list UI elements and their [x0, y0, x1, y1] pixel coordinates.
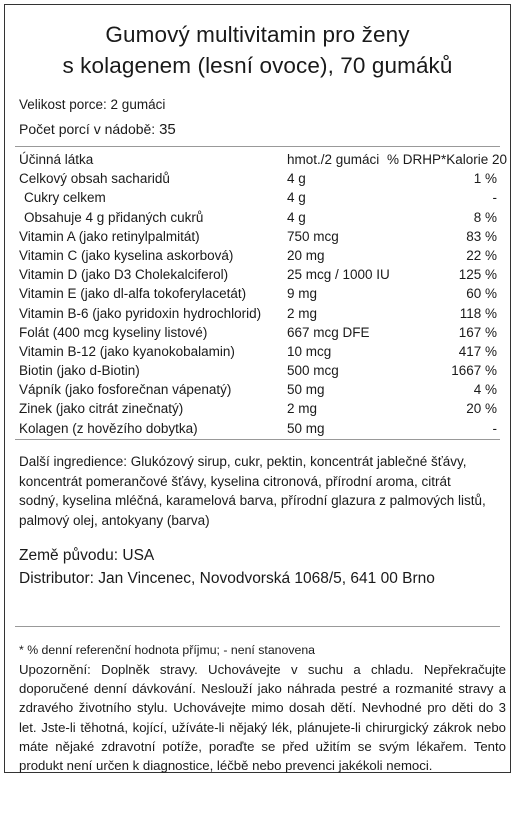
ingredients-line: sodný, kyselina mléčná, karamelová barva, přírodní glazura z palmových listů,	[19, 493, 486, 508]
ingredients-line: koncentrát pomerančové šťávy, kyselina citronová, přírodní aroma, citrát	[19, 473, 451, 489]
nutrition-table	[19, 150, 508, 438]
row-name: Vitamin C (jako kyselina askorbová)	[19, 247, 234, 263]
label-panel	[4, 4, 511, 773]
row-name: Cukry celkem	[24, 190, 106, 206]
row-dv: 8 %	[473, 209, 497, 225]
table-row	[19, 380, 503, 399]
divider-table	[15, 439, 500, 440]
row-amount: 50 mg	[287, 382, 325, 398]
table-row	[19, 169, 503, 188]
table-row	[19, 419, 503, 438]
row-dv: 1667 %	[451, 363, 497, 379]
header-substance: Účinná látka	[19, 152, 94, 167]
table-row	[19, 246, 503, 265]
row-dv: -	[492, 190, 497, 206]
header-dv: % DRHP*Kalorie 20	[387, 152, 508, 167]
row-name: Zinek (jako citrát zinečnatý)	[19, 401, 184, 417]
table-row	[19, 208, 503, 227]
product-title	[5, 19, 510, 81]
divider-bottom	[15, 626, 500, 627]
row-amount: 4 g	[287, 190, 306, 206]
row-dv: 4 %	[473, 382, 497, 398]
ingredients-line: palmový olej, antokyany (barva)	[19, 512, 210, 528]
table-row	[19, 342, 503, 361]
row-dv: 125 %	[458, 267, 497, 283]
row-dv: 20 %	[466, 401, 497, 417]
servings-value: 35	[159, 121, 176, 138]
footnote: * % denní referenční hodnota příjmu; - není stanovena	[19, 643, 315, 657]
row-name: Vitamin B-6 (jako pyridoxin hydrochlorid)	[19, 305, 262, 321]
header-amount: hmot./2 gumáci	[287, 152, 380, 167]
divider-top	[15, 146, 500, 147]
row-name: Biotin (jako d-Biotin)	[19, 363, 140, 379]
row-amount: 750 mcg	[287, 228, 339, 244]
table-row	[19, 304, 503, 323]
row-name: Vápník (jako fosforečnan vápenatý)	[19, 382, 232, 398]
row-amount: 2 mg	[287, 305, 318, 321]
table-row	[19, 323, 503, 342]
ingredients-line: Další ingredience: Glukózový sirup, cukr, pektin, koncentrát jablečné šťávy,	[19, 454, 467, 469]
row-amount: 2 mg	[287, 401, 318, 417]
title-line-2: s kolagenem (lesní ovoce), 70 gumáků	[62, 53, 453, 78]
distributor: Distributor: Jan Vincenec, Novodvorská 1068/5, 641 00 Brno	[19, 570, 435, 587]
row-dv: 1 %	[473, 171, 497, 187]
title-line-1: Gumový multivitamin pro ženy	[105, 22, 410, 47]
serving-size: Velikost porce: 2 gumáci	[19, 97, 166, 112]
row-amount: 25 mcg / 1000 IU	[287, 267, 390, 283]
table-row	[19, 265, 503, 284]
row-name: Vitamin E (jako dl-alfa tokoferylacetát)	[19, 286, 247, 302]
table-row	[19, 188, 503, 207]
row-dv: 118 %	[459, 305, 497, 321]
row-dv: 60 %	[466, 286, 497, 302]
row-name: Celkový obsah sacharidů	[19, 171, 170, 187]
row-amount: 667 mcg DFE	[287, 324, 370, 340]
row-amount: 500 mcg	[287, 363, 339, 379]
warning-text: Upozornění: Doplněk stravy. Uchovávejte v suchu a chladu. Nepřekračujte doporučené denní dávkování. Neslouží jako náhrada pestré a rozmanité stravy a zdravého životního stylu. Uchovávejte mimo dosah dětí. Nevhodné pro děti do 3 let. Jste-li těhotná, kojící, užíváte-li nějaký lék, plánujete-li chirurgický zákrok nebo máte nějaké zdravotní potíže, poraďte se před užitím se svým lékařem. Tento produkt není určen k diagnostice, léčbě nebo prevenci jakékoli nemoci.	[19, 662, 506, 774]
row-amount: 50 mg	[287, 420, 325, 436]
table-row	[19, 284, 503, 303]
row-name: Vitamin D (jako D3 Cholekalciferol)	[19, 267, 229, 283]
row-dv: 167 %	[458, 324, 497, 340]
row-amount: 4 g	[287, 171, 306, 187]
table-row	[19, 361, 503, 380]
table-row	[19, 399, 503, 418]
table-row	[19, 227, 503, 246]
country-of-origin: Země původu: USA	[19, 547, 155, 564]
row-dv: 417 %	[458, 343, 497, 359]
servings-label: Počet porcí v nádobě:	[19, 121, 160, 137]
row-name: Folát (400 mcg kyseliny listové)	[19, 324, 208, 340]
row-dv: 83 %	[466, 228, 497, 244]
row-dv: 22 %	[466, 247, 497, 263]
row-name: Vitamin A (jako retinylpalmitát)	[19, 228, 200, 244]
row-name: Obsahuje 4 g přidaných cukrů	[24, 209, 204, 225]
row-dv: -	[492, 420, 497, 436]
servings-per-container	[19, 121, 176, 138]
row-amount: 20 mg	[287, 247, 325, 263]
row-amount: 10 mcg	[287, 343, 332, 359]
ingredients-text	[19, 452, 507, 530]
row-name: Kolagen (z hovězího dobytka)	[19, 420, 198, 436]
row-amount: 4 g	[287, 209, 306, 225]
table-header	[19, 150, 508, 169]
row-name: Vitamin B-12 (jako kyanokobalamin)	[19, 343, 235, 359]
row-amount: 9 mg	[287, 286, 318, 302]
